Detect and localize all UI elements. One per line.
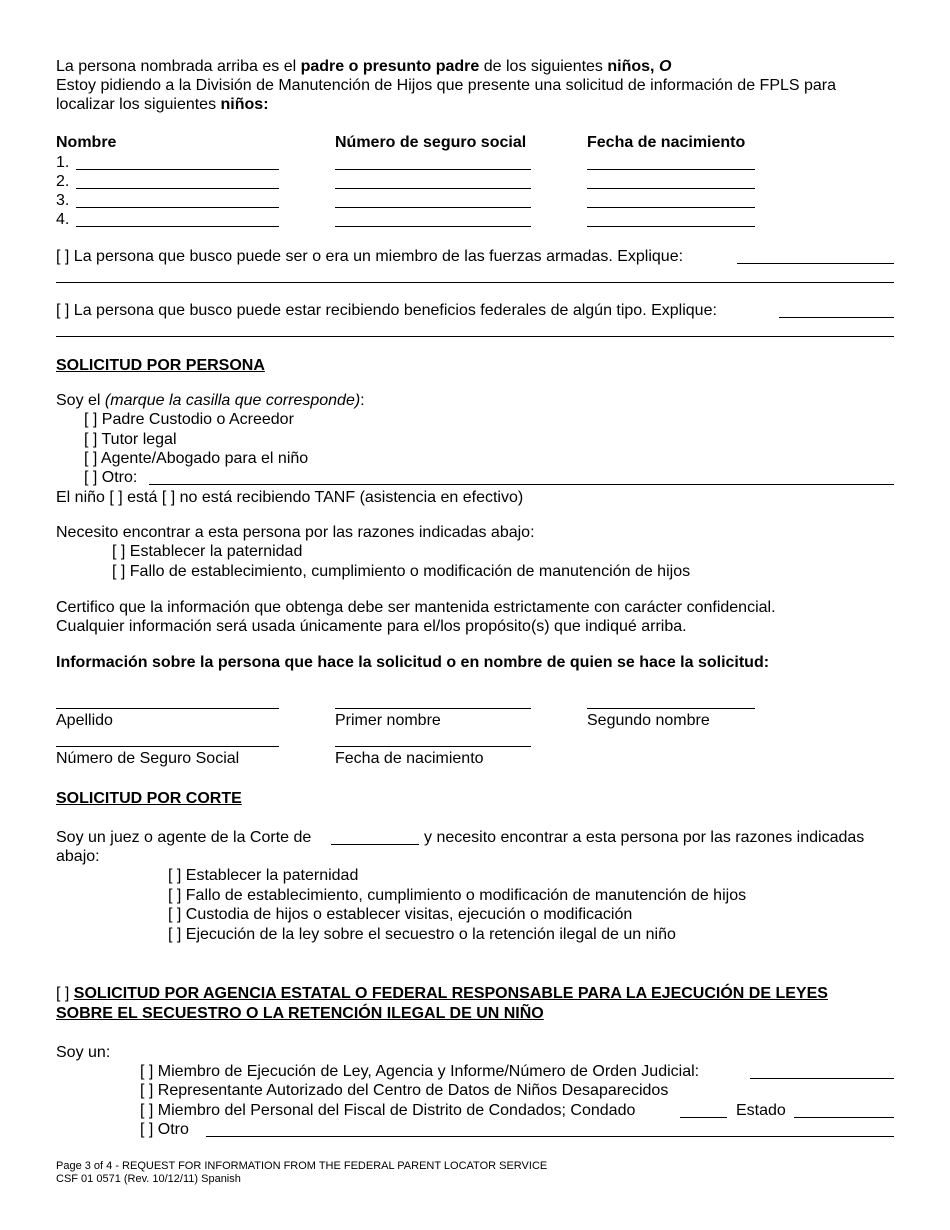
header-name: Nombre xyxy=(56,134,117,151)
court-text-line-2: abajo: xyxy=(56,848,100,865)
child-4-dob-field[interactable] xyxy=(587,226,755,227)
child-4-ssn-field[interactable] xyxy=(335,226,531,227)
child-3-dob-field[interactable] xyxy=(587,207,755,208)
requester-dob-field[interactable] xyxy=(335,746,531,747)
court-reason-paternity[interactable]: [ ] Establecer la paternidad xyxy=(168,867,359,884)
last-name-field[interactable] xyxy=(56,708,279,709)
option-other-field[interactable] xyxy=(149,484,894,485)
option-custodial-parent[interactable]: [ ] Padre Custodio o Acreedor xyxy=(84,411,294,428)
intro-text: localizar los siguientes xyxy=(56,96,221,113)
reason-support-order[interactable]: [ ] Fallo de establecimiento, cumplimiento o modificación de manutención de hijos xyxy=(112,563,691,580)
agency-heading-line-1 xyxy=(56,984,828,1003)
armed-forces-label: La persona que busco puede ser o era un miembro de las fuerzas armadas. Explique: xyxy=(73,248,684,265)
state-label: Estado xyxy=(736,1102,786,1119)
child-2-ssn-field[interactable] xyxy=(335,188,531,189)
agency-option-missing-children[interactable]: [ ] Representante Autorizado del Centro de Datos de Niños Desaparecidos xyxy=(140,1082,669,1099)
first-name-label: Primer nombre xyxy=(335,712,441,729)
last-name-label: Apellido xyxy=(56,712,113,729)
intro-bold: niños: xyxy=(220,96,269,113)
intro-bold: padre o presunto padre xyxy=(300,58,480,75)
child-2-name-field[interactable] xyxy=(76,188,279,189)
federal-benefits-label: La persona que busco puede estar recibiendo beneficios federales de algún tipo. Explique: xyxy=(73,302,717,319)
child-3-name-field[interactable] xyxy=(76,207,279,208)
court-text-part-2: y necesito encontrar a esta persona por las razones indicadas xyxy=(424,829,865,846)
agency-other-field[interactable] xyxy=(206,1136,894,1137)
child-4-name-field[interactable] xyxy=(76,226,279,227)
armed-forces-row xyxy=(56,247,683,266)
child-3-ssn-field[interactable] xyxy=(335,207,531,208)
agency-heading-line-2: SOBRE EL SECUESTRO O LA RETENCIÓN ILEGAL DE UN NIÑO xyxy=(56,1005,544,1022)
header-ssn: Número de seguro social xyxy=(335,134,527,151)
requester-info-heading: Información sobre la persona que hace la solicitud o en nombre de quien se hace la solicitud: xyxy=(56,654,770,671)
certify-line-2: Cualquier información será usada únicamente para el/los propósito(s) que indiqué arriba. xyxy=(56,618,687,635)
requester-dob-label: Fecha de nacimiento xyxy=(335,750,484,767)
intro-or: O xyxy=(658,58,672,75)
federal-benefits-checkbox[interactable]: [ ] xyxy=(56,302,70,319)
county-field[interactable] xyxy=(680,1117,727,1118)
intro-line-2: Estoy pidiendo a la División de Manutención de Hijos que presente una solicitud de información de FPLS para xyxy=(56,77,837,94)
person-request-heading: SOLICITUD POR PERSONA xyxy=(56,357,265,374)
option-other[interactable]: [ ] Otro: xyxy=(84,469,138,486)
court-reason-custody[interactable]: [ ] Custodia de hijos o establecer visitas, ejecución o modificación xyxy=(168,906,633,923)
intro-text: de los siguientes xyxy=(479,58,608,75)
footer-page-info: Page 3 of 4 - REQUEST FOR INFORMATION FROM THE FEDERAL PARENT LOCATOR SERVICE xyxy=(56,1160,548,1172)
intro-text: La persona nombrada arriba es el xyxy=(56,58,301,75)
armed-forces-explain-field[interactable] xyxy=(737,263,894,264)
agency-option-other[interactable]: [ ] Otro xyxy=(140,1121,189,1138)
federal-benefits-explain-field[interactable] xyxy=(779,317,894,318)
requester-ssn-field[interactable] xyxy=(56,746,279,747)
child-1-ssn-field[interactable] xyxy=(335,169,531,170)
intro-line-3 xyxy=(56,95,269,114)
soy-el-instruction: (marque la casilla que corresponde) xyxy=(104,392,361,409)
armed-forces-explain-line-2[interactable] xyxy=(56,282,894,283)
agency-request-heading: SOLICITUD POR AGENCIA ESTATAL O FEDERAL RESPONSABLE PARA LA EJECUCIÓN DE LEYES xyxy=(73,985,828,1002)
court-name-field[interactable] xyxy=(331,844,419,845)
row-number: 1. xyxy=(56,154,70,171)
footer-form-number: CSF 01 0571 (Rev. 10/12/11) Spanish xyxy=(56,1173,241,1185)
court-text-part-1: Soy un juez o agente de la Corte de xyxy=(56,829,312,846)
court-reason-kidnapping[interactable]: [ ] Ejecución de la ley sobre el secuestro o la retención ilegal de un niño xyxy=(168,926,676,943)
federal-benefits-row xyxy=(56,301,717,320)
row-number: 3. xyxy=(56,192,70,209)
soy-el-line xyxy=(56,391,365,410)
soy-el-text: Soy el xyxy=(56,392,105,409)
agency-option-district-attorney[interactable]: [ ] Miembro del Personal del Fiscal de Distrito de Condados; Condado xyxy=(140,1102,636,1119)
state-field[interactable] xyxy=(794,1117,894,1118)
intro-bold: niños, xyxy=(607,58,659,75)
intro-line-1 xyxy=(56,57,671,76)
child-1-dob-field[interactable] xyxy=(587,169,755,170)
armed-forces-checkbox[interactable]: [ ] xyxy=(56,248,70,265)
reason-paternity[interactable]: [ ] Establecer la paternidad xyxy=(112,543,303,560)
middle-name-field[interactable] xyxy=(587,708,755,709)
federal-benefits-explain-line-2[interactable] xyxy=(56,336,894,337)
tanf-line[interactable]: El niño [ ] está [ ] no está recibiendo TANF (asistencia en efectivo) xyxy=(56,489,524,506)
agency-request-checkbox[interactable]: [ ] xyxy=(56,985,70,1002)
agency-option-law-enforcement[interactable]: [ ] Miembro de Ejecución de Ley, Agencia y Informe/Número de Orden Judicial: xyxy=(140,1063,700,1080)
row-number: 2. xyxy=(56,173,70,190)
row-number: 4. xyxy=(56,211,70,228)
option-legal-guardian[interactable]: [ ] Tutor legal xyxy=(84,431,177,448)
law-enforcement-number-field[interactable] xyxy=(750,1078,894,1079)
certify-line-1: Certifico que la información que obtenga debe ser mantenida estrictamente con carácter confidencial. xyxy=(56,599,776,616)
middle-name-label: Segundo nombre xyxy=(587,712,710,729)
header-dob: Fecha de nacimiento xyxy=(587,134,746,151)
court-reason-support-order[interactable]: [ ] Fallo de establecimiento, cumplimiento o modificación de manutención de hijos xyxy=(168,887,747,904)
court-request-heading: SOLICITUD POR CORTE xyxy=(56,790,242,807)
requester-ssn-label: Número de Seguro Social xyxy=(56,750,240,767)
first-name-field[interactable] xyxy=(335,708,531,709)
child-1-name-field[interactable] xyxy=(76,169,279,170)
option-agent-attorney[interactable]: [ ] Agente/Abogado para el niño xyxy=(84,450,309,467)
soy-el-colon: : xyxy=(360,392,365,409)
child-2-dob-field[interactable] xyxy=(587,188,755,189)
soy-un-label: Soy un: xyxy=(56,1044,111,1061)
reasons-intro: Necesito encontrar a esta persona por las razones indicadas abajo: xyxy=(56,524,535,541)
